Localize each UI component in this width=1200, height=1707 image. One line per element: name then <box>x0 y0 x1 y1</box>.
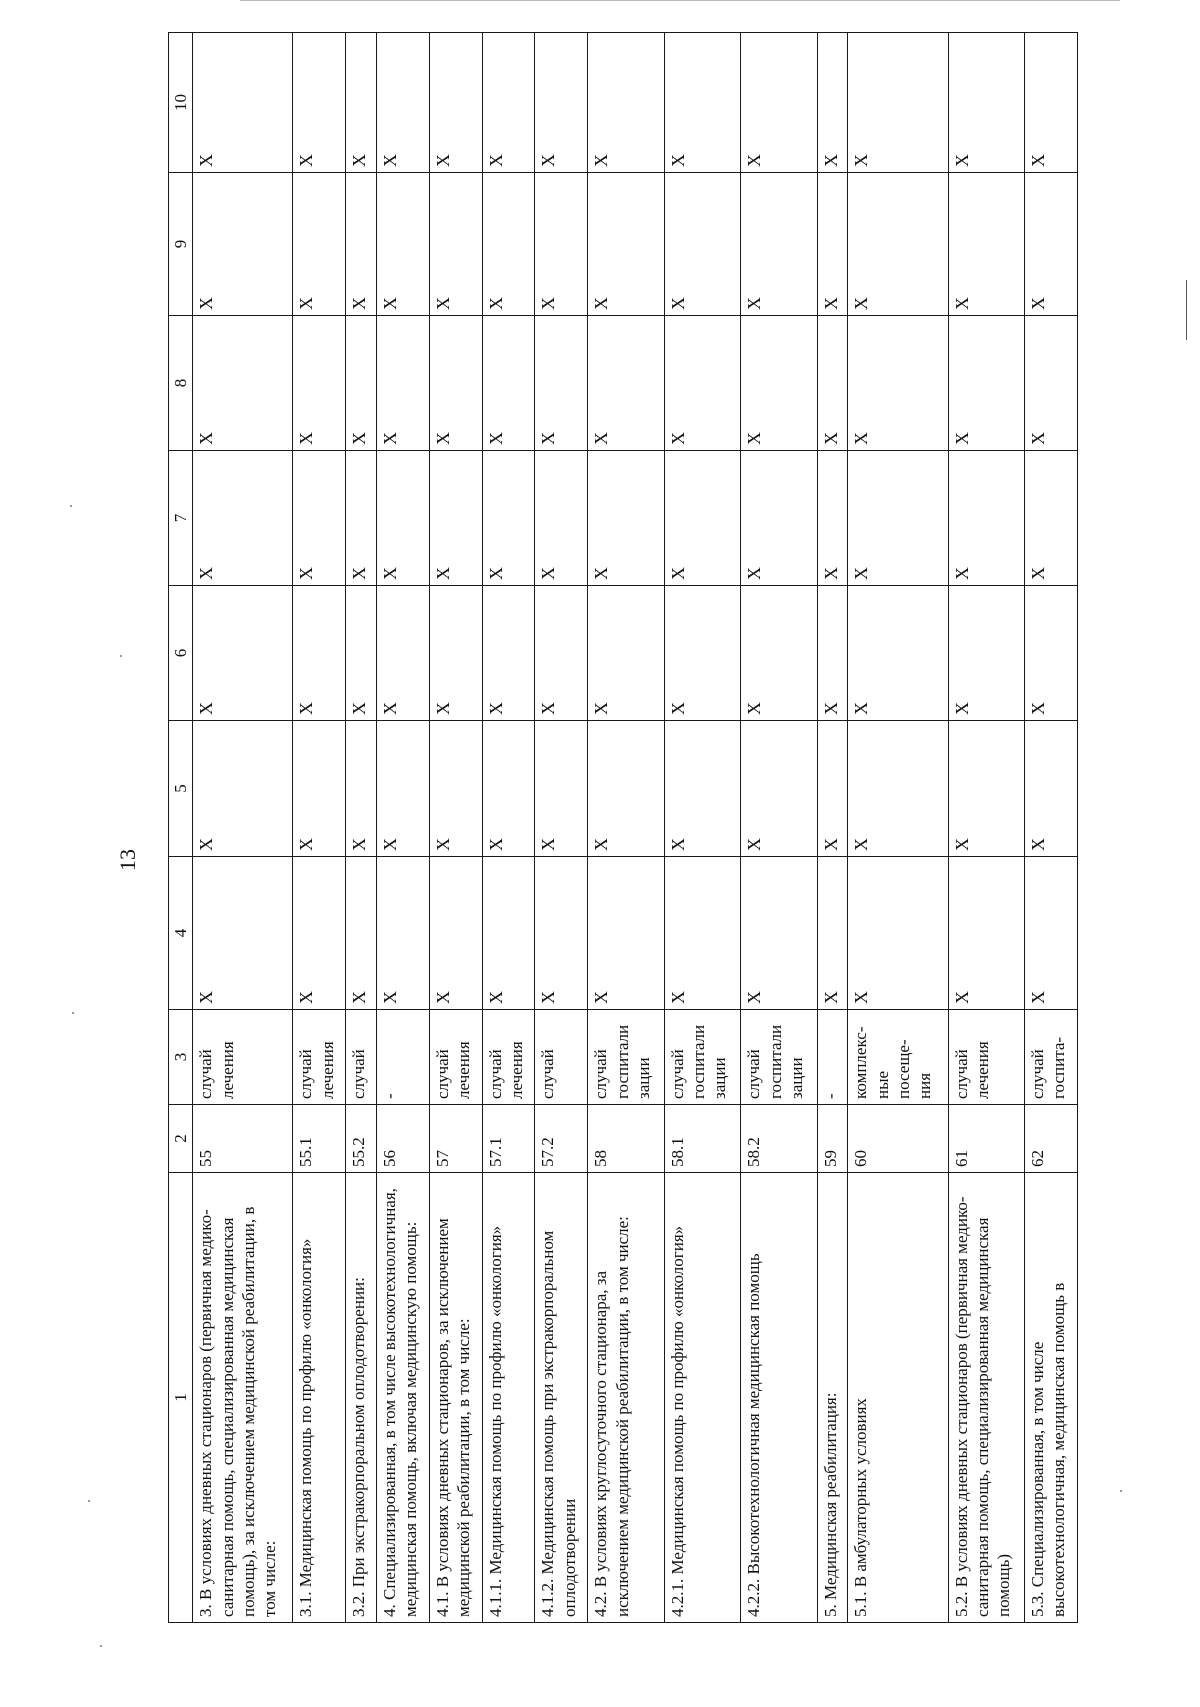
value-cell-col-7: X <box>848 451 948 586</box>
row-code-cell: 58.2 <box>741 1105 818 1173</box>
value-cell-col-10: X <box>848 33 948 173</box>
table-row <box>535 33 588 1623</box>
value-cell-col-9: X <box>429 173 482 316</box>
value-cell-col-8: X <box>429 316 482 451</box>
value-cell-col-4: X <box>376 857 429 1010</box>
table-row <box>376 33 429 1623</box>
column-header-10: 10 <box>169 33 193 173</box>
value-cell-col-10: X <box>429 33 482 173</box>
value-cell-col-10: X <box>535 33 588 173</box>
row-name-cell: 5.2. В условиях дневных стационаров (первичная медико-санитарная помощь, специализированная медицинская помощь) <box>948 1173 1025 1623</box>
column-header-8: 8 <box>169 316 193 451</box>
value-cell-col-6: X <box>535 586 588 721</box>
value-cell-col-6: X <box>346 586 377 721</box>
row-unit-cell: случай госпитали зации <box>741 1010 818 1105</box>
value-cell-col-4: X <box>346 857 377 1010</box>
value-cell-col-7: X <box>376 451 429 586</box>
row-unit-cell: - <box>376 1010 429 1105</box>
value-cell-col-5: X <box>848 721 948 857</box>
value-cell-col-6: X <box>293 586 346 721</box>
table-row <box>741 33 818 1623</box>
value-cell-col-8: X <box>664 316 741 451</box>
row-code-cell: 55 <box>193 1105 293 1173</box>
column-header-7: 7 <box>169 451 193 586</box>
value-cell-col-10: X <box>588 33 665 173</box>
value-cell-col-6: X <box>741 586 818 721</box>
value-cell-col-8: X <box>346 316 377 451</box>
value-cell-col-6: X <box>429 586 482 721</box>
value-cell-col-5: X <box>376 721 429 857</box>
row-name-cell: 5.3. Специализированная, в том числе высокотехнологичная, медицинская помощь в <box>1025 1173 1078 1623</box>
value-cell-col-9: X <box>948 173 1025 316</box>
row-unit-cell: - <box>817 1010 848 1105</box>
value-cell-col-10: X <box>1025 33 1078 173</box>
row-name-cell: 5.1. В амбулаторных условиях <box>848 1173 948 1623</box>
value-cell-col-7: X <box>817 451 848 586</box>
row-name-cell: 4.2.2. Высокотехнологичная медицинская помощь <box>741 1173 818 1623</box>
value-cell-col-6: X <box>817 586 848 721</box>
value-cell-col-10: X <box>346 33 377 173</box>
value-cell-col-4: X <box>293 857 346 1010</box>
column-header-2: 2 <box>169 1105 193 1173</box>
row-code-cell: 61 <box>948 1105 1025 1173</box>
value-cell-col-5: X <box>482 721 535 857</box>
value-cell-col-5: X <box>948 721 1025 857</box>
row-name-cell: 4.1.1. Медицинская помощь по профилю «онкология» <box>482 1173 535 1623</box>
value-cell-col-5: X <box>429 721 482 857</box>
value-cell-col-5: X <box>664 721 741 857</box>
value-cell-col-7: X <box>664 451 741 586</box>
value-cell-col-7: X <box>535 451 588 586</box>
value-cell-col-9: X <box>535 173 588 316</box>
table-row <box>588 33 665 1623</box>
rotated-table-container <box>168 33 1078 1623</box>
table-row <box>1025 33 1078 1623</box>
value-cell-col-9: X <box>848 173 948 316</box>
value-cell-col-5: X <box>817 721 848 857</box>
table-row <box>848 33 948 1623</box>
value-cell-col-7: X <box>429 451 482 586</box>
value-cell-col-10: X <box>741 33 818 173</box>
value-cell-col-4: X <box>193 857 293 1010</box>
row-name-cell: 3.2. При экстракорпоральном оплодотворении: <box>346 1173 377 1623</box>
value-cell-col-5: X <box>1025 721 1078 857</box>
scan-speck <box>72 1012 74 1014</box>
column-header-5: 5 <box>169 721 193 857</box>
scan-speck <box>100 1645 102 1647</box>
row-unit-cell: случай лечения <box>193 1010 293 1105</box>
value-cell-col-8: X <box>1025 316 1078 451</box>
value-cell-col-7: X <box>482 451 535 586</box>
value-cell-col-6: X <box>193 586 293 721</box>
value-cell-col-10: X <box>193 33 293 173</box>
value-cell-col-10: X <box>293 33 346 173</box>
row-code-cell: 55.1 <box>293 1105 346 1173</box>
row-code-cell: 60 <box>848 1105 948 1173</box>
scan-speck <box>70 505 72 507</box>
value-cell-col-7: X <box>293 451 346 586</box>
value-cell-col-9: X <box>482 173 535 316</box>
value-cell-col-7: X <box>741 451 818 586</box>
value-cell-col-9: X <box>664 173 741 316</box>
row-name-cell: 5. Медицинская реабилитация: <box>817 1173 848 1623</box>
row-unit-cell: комплекс-ные посеще-ния <box>848 1010 948 1105</box>
value-cell-col-8: X <box>588 316 665 451</box>
data-table <box>168 32 1078 1623</box>
value-cell-col-4: X <box>1025 857 1078 1010</box>
value-cell-col-9: X <box>817 173 848 316</box>
value-cell-col-10: X <box>664 33 741 173</box>
value-cell-col-8: X <box>817 316 848 451</box>
value-cell-col-6: X <box>848 586 948 721</box>
row-name-cell: 4.1.2. Медицинская помощь при экстракорпоральном оплодотворении <box>535 1173 588 1623</box>
value-cell-col-8: X <box>193 316 293 451</box>
row-unit-cell: случай госпита- <box>1025 1010 1078 1105</box>
value-cell-col-4: X <box>535 857 588 1010</box>
value-cell-col-4: X <box>741 857 818 1010</box>
value-cell-col-4: X <box>948 857 1025 1010</box>
scan-edge-line <box>1186 280 1187 340</box>
row-code-cell: 58 <box>588 1105 665 1173</box>
column-header-4: 4 <box>169 857 193 1010</box>
value-cell-col-5: X <box>346 721 377 857</box>
value-cell-col-4: X <box>482 857 535 1010</box>
row-unit-cell: случай госпитали зации <box>588 1010 665 1105</box>
scan-speck <box>1120 1490 1122 1492</box>
row-unit-cell: случай лечения <box>293 1010 346 1105</box>
table-row <box>429 33 482 1623</box>
value-cell-col-7: X <box>1025 451 1078 586</box>
table-row <box>482 33 535 1623</box>
table-row <box>664 33 741 1623</box>
row-code-cell: 58.1 <box>664 1105 741 1173</box>
value-cell-col-9: X <box>1025 173 1078 316</box>
value-cell-col-8: X <box>741 316 818 451</box>
value-cell-col-6: X <box>1025 586 1078 721</box>
column-header-1: 1 <box>169 1173 193 1623</box>
value-cell-col-6: X <box>948 586 1025 721</box>
row-name-cell: 4.1. В условиях дневных стационаров, за исключением медицинской реабилитации, в том числе: <box>429 1173 482 1623</box>
table-row <box>346 33 377 1623</box>
value-cell-col-9: X <box>741 173 818 316</box>
table-row <box>293 33 346 1623</box>
value-cell-col-8: X <box>376 316 429 451</box>
row-code-cell: 62 <box>1025 1105 1078 1173</box>
value-cell-col-9: X <box>193 173 293 316</box>
row-code-cell: 57.2 <box>535 1105 588 1173</box>
row-name-cell: 3.1. Медицинская помощь по профилю «онкология» <box>293 1173 346 1623</box>
scan-speck <box>120 655 122 657</box>
value-cell-col-5: X <box>293 721 346 857</box>
column-header-9: 9 <box>169 173 193 316</box>
row-unit-cell: случай госпитали зации <box>664 1010 741 1105</box>
value-cell-col-6: X <box>588 586 665 721</box>
value-cell-col-5: X <box>741 721 818 857</box>
value-cell-col-7: X <box>193 451 293 586</box>
value-cell-col-6: X <box>376 586 429 721</box>
value-cell-col-6: X <box>482 586 535 721</box>
value-cell-col-4: X <box>588 857 665 1010</box>
value-cell-col-9: X <box>346 173 377 316</box>
value-cell-col-5: X <box>588 721 665 857</box>
row-name-cell: 4. Специализированная, в том числе высокотехнологичная, медицинская помощь, включая медицинскую помощь: <box>376 1173 429 1623</box>
table-row <box>817 33 848 1623</box>
row-name-cell: 4.2.1. Медицинская помощь по профилю «онкология» <box>664 1173 741 1623</box>
column-header-3: 3 <box>169 1010 193 1105</box>
value-cell-col-5: X <box>535 721 588 857</box>
value-cell-col-8: X <box>848 316 948 451</box>
value-cell-col-7: X <box>588 451 665 586</box>
row-code-cell: 57.1 <box>482 1105 535 1173</box>
value-cell-col-9: X <box>293 173 346 316</box>
value-cell-col-4: X <box>848 857 948 1010</box>
row-unit-cell: случай <box>535 1010 588 1105</box>
value-cell-col-4: X <box>817 857 848 1010</box>
row-code-cell: 55.2 <box>346 1105 377 1173</box>
row-unit-cell: случай лечения <box>948 1010 1025 1105</box>
row-unit-cell: случай лечения <box>429 1010 482 1105</box>
scan-speck <box>88 1500 90 1502</box>
value-cell-col-6: X <box>664 586 741 721</box>
value-cell-col-8: X <box>535 316 588 451</box>
value-cell-col-7: X <box>346 451 377 586</box>
value-cell-col-4: X <box>664 857 741 1010</box>
row-unit-cell: случай <box>346 1010 377 1105</box>
value-cell-col-10: X <box>482 33 535 173</box>
row-code-cell: 56 <box>376 1105 429 1173</box>
value-cell-col-5: X <box>193 721 293 857</box>
row-name-cell: 4.2. В условиях круглосуточного стационара, за исключением медицинской реабилитации, в том числе: <box>588 1173 665 1623</box>
row-unit-cell: случай лечения <box>482 1010 535 1105</box>
value-cell-col-8: X <box>293 316 346 451</box>
scan-edge-line <box>240 0 1120 1</box>
table-body <box>193 33 1078 1623</box>
table-row <box>948 33 1025 1623</box>
value-cell-col-9: X <box>588 173 665 316</box>
value-cell-col-9: X <box>376 173 429 316</box>
row-code-cell: 59 <box>817 1105 848 1173</box>
value-cell-col-8: X <box>482 316 535 451</box>
table-header-row <box>169 33 193 1623</box>
row-name-cell: 3. В условиях дневных стационаров (первичная медико-санитарная помощь, специализированная медицинская помощь), за исключением медицинской реабилитации, в том числе: <box>193 1173 293 1623</box>
page-number: 13 <box>115 849 140 871</box>
column-header-6: 6 <box>169 586 193 721</box>
value-cell-col-10: X <box>376 33 429 173</box>
table-row <box>193 33 293 1623</box>
value-cell-col-10: X <box>948 33 1025 173</box>
value-cell-col-4: X <box>429 857 482 1010</box>
value-cell-col-7: X <box>948 451 1025 586</box>
value-cell-col-10: X <box>817 33 848 173</box>
row-code-cell: 57 <box>429 1105 482 1173</box>
value-cell-col-8: X <box>948 316 1025 451</box>
